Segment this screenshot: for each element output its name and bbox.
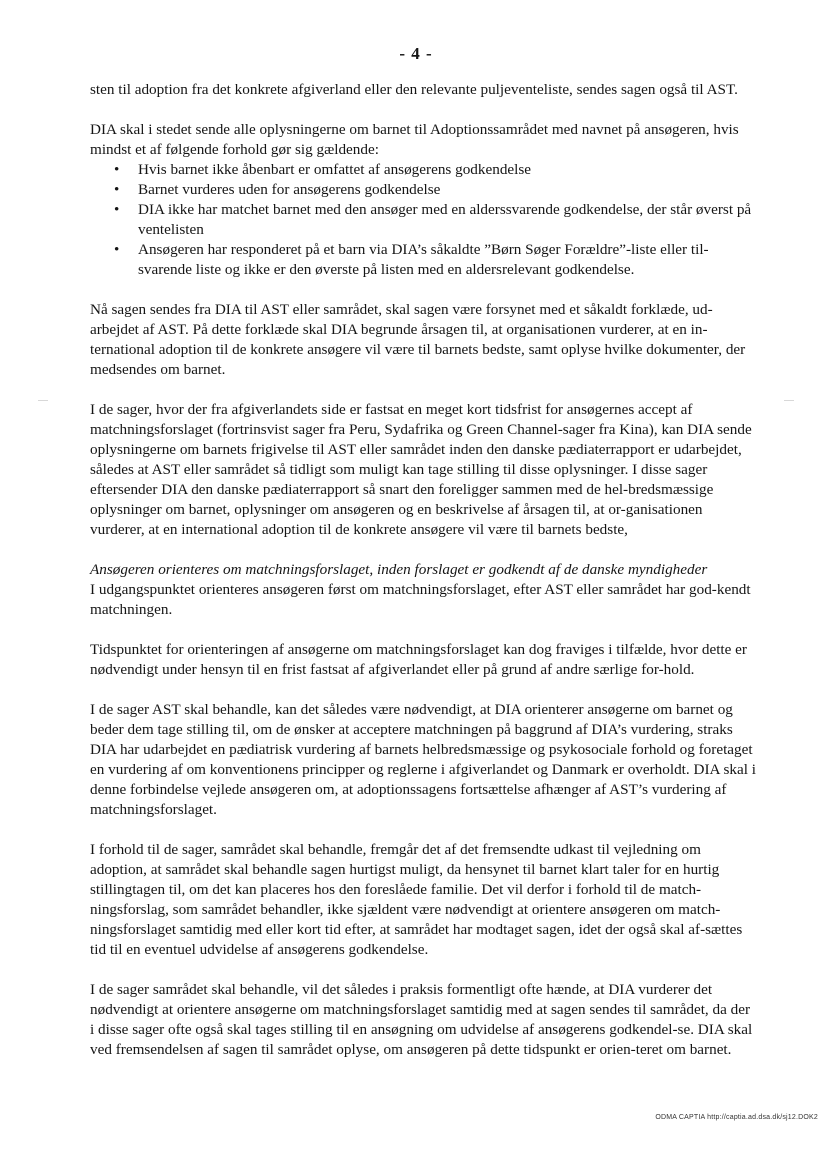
conditions-list <box>90 160 758 280</box>
page-number: - 4 - <box>399 44 433 63</box>
scan-mark-left <box>38 400 48 401</box>
section-heading: Ansøgeren orienteres om matchningsforslaget, inden forslaget er godkendt af de danske myndigheder <box>90 561 708 578</box>
paragraph-9: I de sager samrådet skal behandle, vil det således i praksis formentligt ofte hænde, at DIA vurderer det nødvendigt at orientere ansøgerne om matchningsforslaget samtidig med at sagen sendes til samrådet, da der i disse sager ofte også skal tages stilling til en ansøgning om udvidelse af ansøgerens godkendel-se. DIA skal ved fremsendelsen af sagen til samrådet oplyse, om ansøgeren på dette tidspunkt er orien-teret om barnet. <box>90 981 753 1058</box>
list-item: • Ansøgeren har responderet på et barn via DIA’s såkaldte ”Børn Søger Forældre”-liste eller til-svarende liste og ikke er den øverste på listen med en aldersrelevant godkendelse. <box>138 240 758 280</box>
paragraph-5: I udgangspunktet orienteres ansøgeren først om matchningsforslaget, efter AST eller samrådet har god-kendt matchningen. <box>90 581 751 618</box>
paragraph-3: Nå sagen sendes fra DIA til AST eller samrådet, skal sagen være forsynet med et såkaldt forklæde, ud-arbejdet af AST. På dette forklæde skal DIA begrunde årsagen til, at organisationen vurderer, at en in-ternational adoption til de konkrete ansøgere vil være til barnets bedste, samt oplyse hvilke dokumenter, der medsendes om barnet. <box>90 301 746 378</box>
scan-mark-right <box>784 400 794 401</box>
body-text <box>90 80 758 1080</box>
list-item: • DIA ikke har matchet barnet med den ansøger med en alderssvarende godkendelse, der står øverst på ventelisten <box>138 200 758 240</box>
paragraph-7: I de sager AST skal behandle, kan det således være nødvendigt, at DIA orienterer ansøgerne om barnet og beder dem tage stilling til, om de ønsker at acceptere matchningen på baggrund af DIA’s vurdering, straks DIA har udarbejdet en pædiatrisk vurdering af barnets helbredsmæssige og psykosociale forhold og foretaget en vurdering af om konventionens principper og reglerne i afgiverlandet og Danmark er overholdt. DIA skal i denne forbindelse vejlede ansøgeren om, at adoptionssagens fortsættelse afhænger af AST’s vurdering af matchningsforslaget. <box>90 701 756 818</box>
list-item: • Hvis barnet ikke åbenbart er omfattet af ansøgerens godkendelse <box>138 160 758 180</box>
paragraph-1: sten til adoption fra det konkrete afgiverland eller den relevante puljeventeliste, sendes sagen også til AST. <box>90 81 738 98</box>
document-footer: ODMA CAPTIA http://captia.ad.dsa.dk/sj12.DOK2 <box>655 1114 818 1121</box>
paragraph-8: I forhold til de sager, samrådet skal behandle, fremgår det af det fremsendte udkast til vejledning om adoption, at samrådet skal behandle sagen hurtigst muligt, da hensynet til barnet klart taler for en hurtig stillingtagen til, om det kan placeres hos den foreslåede familie. Det vil derfor i forhold til de match-ningsforslag, som samrådet behandler, ikke sjældent være nødvendigt at orientere ansøgeren om match-ningsforslaget samtidig med eller kort tid efter, at samrådet har modtaget sagen, idet der også skal af-sættes tid til en eventuel udvidelse af ansøgerens godkendelse. <box>90 841 743 958</box>
list-item: • Barnet vurderes uden for ansøgerens godkendelse <box>138 180 758 200</box>
paragraph-2-intro: DIA skal i stedet sende alle oplysningerne om barnet til Adoptionssamrådet med navnet på ansøgeren, hvis mindst et af følgende forhold gør sig gældende: <box>90 121 739 158</box>
paragraph-6: Tidspunktet for orienteringen af ansøgerne om matchningsforslaget kan dog fraviges i tilfælde, hvor dette er nødvendigt under hensyn til en frist fastsat af afgiverlandet eller på grund af andre særlige for-hold. <box>90 641 747 678</box>
paragraph-4: I de sager, hvor der fra afgiverlandets side er fastsat en meget kort tidsfrist for ansøgernes accept af matchningsforslaget (fortrinsvist sager fra Peru, Sydafrika og Green Channel-sager fra Kina), kan DIA sende oplysningerne om barnets frigivelse til AST eller samrådet inden den danske pædiaterrapport er udarbejdet, således at AST eller samrådet så tidligt som muligt kan tage stilling til disse oplysninger. I disse sager eftersender DIA den danske pædiaterrapport så snart den foreligger sammen med de hel-bredsmæssige oplysninger om barnet, oplysninger om ansøgeren og en beskrivelse af årsagen til, at or-ganisationen vurderer, at en international adoption til de konkrete ansøgere vil være til barnets bedste, <box>90 401 752 538</box>
